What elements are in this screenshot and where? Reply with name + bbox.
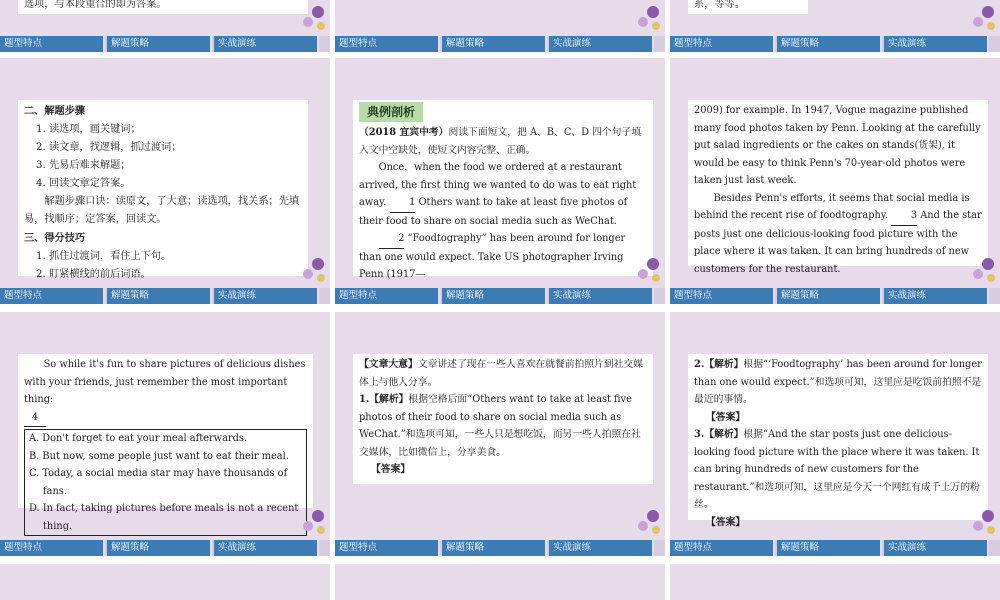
flower-deco-icon	[288, 0, 328, 38]
tab-features[interactable]: 题型特点	[0, 36, 105, 52]
tab-strategy[interactable]: 解题策略	[107, 36, 212, 52]
tab-features[interactable]: 题型特点	[670, 288, 775, 304]
slide-footer	[0, 36, 330, 52]
heading-steps: 二、解题步骤	[24, 105, 86, 117]
answer-label: 【答案】	[706, 516, 746, 528]
summary: 【文章大意】文章讲述了现在一些人喜欢在就餐前拍照片到社交媒体上与他人分享。	[359, 359, 644, 388]
blank-line	[24, 409, 307, 428]
analysis-content	[688, 354, 988, 528]
slide-options	[0, 312, 330, 556]
example-content	[353, 100, 653, 280]
slide-text	[18, 0, 308, 14]
blank-1[interactable]: 1	[390, 194, 416, 213]
step-item: 1. 读选项，画关键词；	[36, 124, 141, 135]
options-box	[24, 429, 307, 536]
blank-4[interactable]: 4	[24, 409, 46, 428]
tab-features[interactable]: 题型特点	[670, 540, 775, 556]
rhyme-text: 解题步骤口诀：读原文，了大意；读选项，找关系；先填易，找顺序；定答案，回读文。	[24, 196, 300, 225]
tab-practice[interactable]: 实战演练	[214, 36, 319, 52]
tab-practice[interactable]: 实战演练	[884, 540, 989, 556]
example-tag: 典例剖析	[359, 102, 423, 122]
analysis-item: 3.【解析】根据“And the star posts just one delicious-looking food picture with the place where it was taken. It can bring hundreds of new customers for the restaurant.”和选项可知，这里应是今天一个网红有成千上万的粉丝。	[694, 429, 980, 510]
slide-r1c2	[335, 0, 665, 52]
tab-strategy[interactable]: 解题策略	[442, 288, 547, 304]
tab-strategy[interactable]: 解题策略	[442, 540, 547, 556]
flower-deco-icon	[623, 502, 663, 542]
tab-practice[interactable]: 实战演练	[884, 288, 989, 304]
analysis-content	[353, 354, 653, 484]
slide-footer	[670, 288, 1000, 304]
tip-item: 1. 抓住过渡词，看住上下句。	[36, 251, 172, 262]
slide-footer	[335, 288, 665, 304]
instruction: （2018 宜宾中考）阅读下面短文，把 A、B、C、D 四个句子填入文中空缺处，使短文内容完整、正确。	[359, 127, 642, 156]
slide-footer	[670, 36, 1000, 52]
flower-deco-icon	[623, 0, 663, 38]
tab-strategy[interactable]: 解题策略	[107, 540, 212, 556]
tab-features[interactable]: 题型特点	[335, 540, 440, 556]
slide-passage	[670, 58, 1000, 304]
passage-content	[688, 100, 988, 275]
slide-footer	[0, 288, 330, 304]
tab-features[interactable]: 题型特点	[335, 36, 440, 52]
options-content	[18, 354, 313, 532]
slide-r4c1	[0, 564, 330, 600]
tab-features[interactable]: 题型特点	[0, 540, 105, 556]
tab-strategy[interactable]: 解题策略	[442, 36, 547, 52]
flower-deco-icon	[958, 502, 998, 542]
step-item: 2. 读文章，找逻辑，抓过渡词；	[36, 142, 182, 153]
paragraph: 2009) for example. In 1947, Vogue magazine published many food photos taken by Penn. Looking at the carefully put salad ingredients or the cakes on stands(货架), it would be easy to think Penn's 70-year-old photos were taken just last week.	[694, 105, 981, 186]
flower-deco-icon	[288, 250, 328, 290]
flower-deco-icon	[958, 250, 998, 290]
slide-r4c3	[670, 564, 1000, 600]
slide-r1c1	[0, 0, 330, 52]
steps-content	[18, 100, 308, 280]
tab-features[interactable]: 题型特点	[670, 36, 775, 52]
blank-3[interactable]: 3	[891, 207, 917, 226]
slide-text	[688, 0, 808, 14]
slide-footer	[0, 540, 330, 556]
tab-strategy[interactable]: 解题策略	[777, 540, 882, 556]
blank-2[interactable]: 2	[379, 230, 405, 249]
tab-practice[interactable]: 实战演练	[214, 540, 319, 556]
step-item: 3. 先易后难来解题；	[36, 160, 131, 171]
paragraph: So while it's fun to share pictures of delicious dishes with your friends, just remember the most important thing:	[24, 359, 306, 405]
slide-analysis-1	[335, 312, 665, 556]
text-line: 选项，与本段重合的即为答案。	[24, 0, 167, 10]
flower-deco-icon	[958, 0, 998, 38]
tab-practice[interactable]: 实战演练	[549, 288, 654, 304]
heading-tips: 三、得分技巧	[24, 232, 86, 244]
flower-deco-icon	[623, 250, 663, 290]
slide-steps	[0, 58, 330, 304]
paragraph: Once，when the food we ordered at a restaurant arrived, the first thing we wanted to do was to eat right away. 1 Others want to take at least five photos of their food to share on social media such as WeChat.	[359, 162, 637, 227]
text-line: 系，等等。	[694, 0, 745, 10]
answer-label: 【答案】	[371, 464, 411, 475]
analysis-item: 1.【解析】根据空格后面“Others want to take at least five photos of their food to share on social media such as WeChat.”和选项可知，一些人只是想吃饭，而另一些人拍照在社交媒体，比如微信上，分享美食。	[359, 394, 641, 458]
slide-r1c3	[670, 0, 1000, 52]
tab-features[interactable]: 题型特点	[0, 288, 105, 304]
paragraph: 2 “Foodtography” has been around for longer than one would expect. Take US photographer Irving Penn (1917—	[359, 230, 647, 284]
tab-strategy[interactable]: 解题策略	[107, 288, 212, 304]
flower-deco-icon	[288, 502, 328, 542]
tab-strategy[interactable]: 解题策略	[777, 288, 882, 304]
slide-example	[335, 58, 665, 304]
option-c[interactable]: C. Today, a social media star may have thousands of fans.	[29, 468, 288, 497]
slide-footer	[670, 540, 1000, 556]
tab-practice[interactable]: 实战演练	[884, 36, 989, 52]
slide-footer	[335, 540, 665, 556]
tab-strategy[interactable]: 解题策略	[777, 36, 882, 52]
slide-analysis-2	[670, 312, 1000, 556]
answer-label: 【答案】	[706, 411, 746, 423]
option-d[interactable]: D. In fact, taking pictures before meals is not a recent thing.	[29, 503, 299, 532]
option-a[interactable]: A. Don't forget to eat your meal afterwards.	[29, 433, 247, 444]
slide-r4c2	[335, 564, 665, 600]
slide-footer	[335, 36, 665, 52]
tab-practice[interactable]: 实战演练	[549, 540, 654, 556]
paragraph: Besides Penn's efforts, it seems that social media is behind the recent rise of foodtography. 3 And the star posts just one delicious-looking food picture with the place where it was taken. It can bring hundreds of new customers for the restaurant.	[694, 192, 982, 275]
analysis-item: 2.【解析】根据“‘Foodtography’ has been around for longer than one would expect.”和选项可知，这里应是吃饭前拍照不是最近的事情。	[694, 359, 982, 405]
step-item: 4. 回读文章定答案。	[36, 178, 131, 189]
tab-practice[interactable]: 实战演练	[214, 288, 319, 304]
option-b[interactable]: B. But now, some people just want to eat their meal.	[29, 450, 289, 462]
tip-item: 2. 盯紧横线的前后词语。	[36, 269, 151, 280]
tab-practice[interactable]: 实战演练	[549, 36, 654, 52]
tab-features[interactable]: 题型特点	[335, 288, 440, 304]
